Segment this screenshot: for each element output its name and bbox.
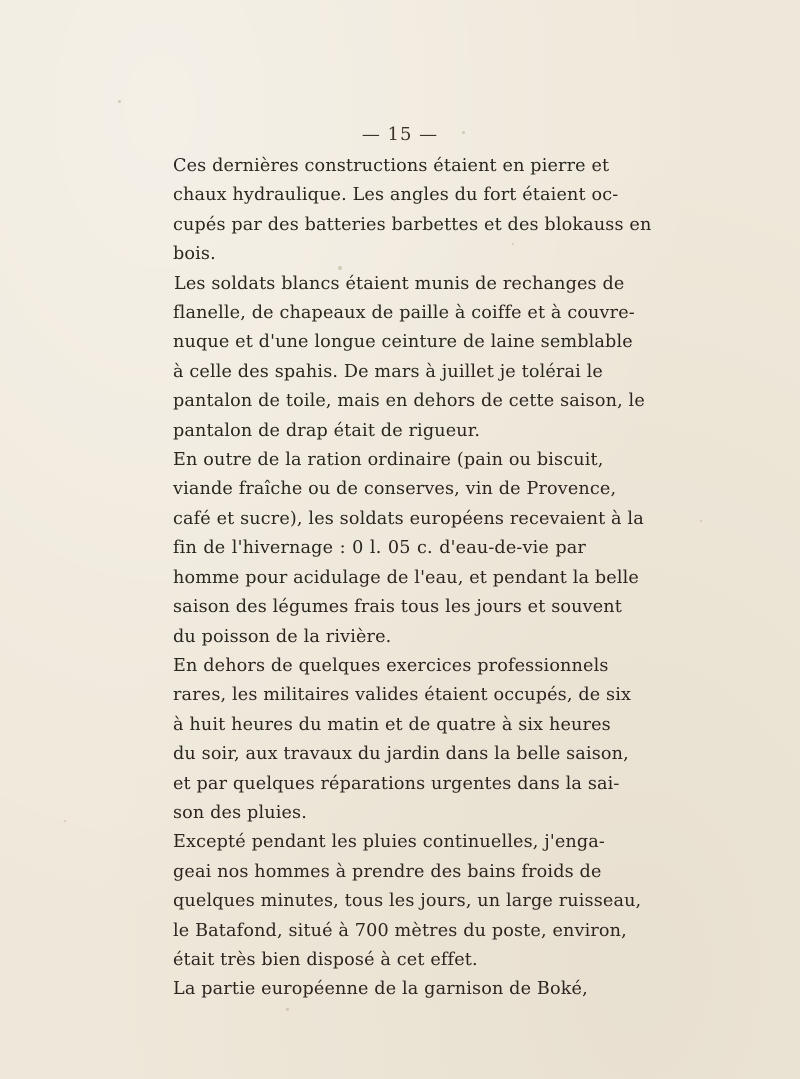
text-line: était très bien disposé à cet effet. (173, 949, 478, 970)
text-line: quelques minutes, tous les jours, un large ruisseau, (173, 891, 642, 912)
paragraph (173, 652, 632, 828)
text-line: cupés par des batteries barbettes et des blokauss en (173, 214, 652, 235)
text-line: homme pour acidulage de l'eau, et pendant la belle (173, 567, 639, 588)
text-line: et par quelques réparations urgentes dans la sai- (173, 773, 620, 794)
text-line: flanelle, de chapeaux de paille à coiffe et à couvre- (173, 303, 635, 324)
text-line: pantalon de toile, mais en dehors de cette saison, le (173, 391, 645, 412)
paragraph (173, 270, 645, 446)
text-line: Ces dernières constructions étaient en pierre et (173, 156, 610, 176)
text-line: du poisson de la rivière. (173, 626, 392, 647)
text-line: La partie européenne de la garnison de Boké, (173, 979, 588, 1000)
paragraph (173, 828, 642, 975)
text-line: viande fraîche ou de conserves, vin de Provence, (173, 479, 617, 500)
paragraph (173, 975, 586, 1004)
text-line: fin de l'hivernage : 0 l. 05 c. d'eau-de-vie par (173, 538, 586, 559)
text-line: à huit heures du matin et de quatre à six heures (173, 714, 611, 735)
text-line: geai nos hommes à prendre des bains froids de (173, 861, 602, 882)
page-number: — 15 — (361, 124, 439, 145)
text-line: saison des légumes frais tous les jours et souvent (173, 597, 622, 618)
text-line: son des pluies. (173, 802, 307, 823)
text-line: Les soldats blancs étaient munis de rechanges de (174, 273, 625, 294)
text-line: bois. (173, 244, 216, 265)
page-body-text (173, 152, 652, 1005)
text-line: à celle des spahis. De mars à juillet je tolérai le (173, 361, 603, 382)
paragraph (173, 446, 644, 652)
text-line: pantalon de drap était de rigueur. (173, 420, 481, 441)
text-line: Excepté pendant les pluies continuelles, j'enga- (173, 832, 606, 853)
text-line: En dehors de quelques exercices professionnels (173, 655, 609, 676)
text-line: rares, les militaires valides étaient occupés, de six (173, 685, 632, 706)
text-line: chaux hydraulique. Les angles du fort étaient oc- (173, 185, 619, 206)
text-line: nuque et d'une longue ceinture de laine semblable (173, 332, 633, 353)
paragraph (173, 152, 652, 270)
text-line: café et sucre), les soldats européens recevaient à la (173, 508, 644, 529)
text-line: En outre de la ration ordinaire (pain ou biscuit, (173, 450, 604, 471)
text-line: le Batafond, situé à 700 mètres du poste, environ, (173, 920, 627, 941)
text-line: du soir, aux travaux du jardin dans la belle saison, (173, 744, 629, 765)
